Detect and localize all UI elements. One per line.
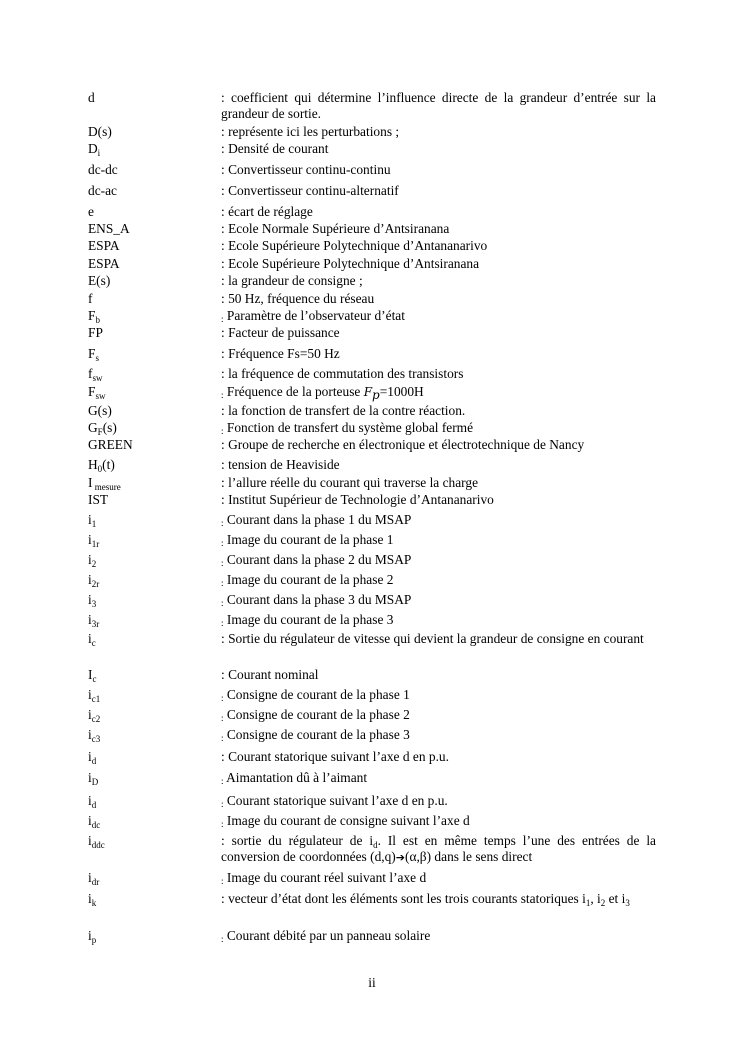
symbol-base: i xyxy=(88,592,92,607)
symbol-subscript: 2 xyxy=(91,559,97,569)
symbol: E(s) xyxy=(88,273,111,288)
symbol xyxy=(88,870,99,886)
definition-text: : sortie du régulateur de i xyxy=(221,833,374,848)
definition: : la fréquence de commutation des transistors xyxy=(221,366,464,381)
symbol-subscript: d xyxy=(91,756,97,766)
definition: : Courant dans la phase 1 du MSAP xyxy=(221,512,412,528)
definition: : Courant dans la phase 2 du MSAP xyxy=(221,552,412,568)
definition: : Groupe de recherche en électronique et électrotechnique de Nancy xyxy=(221,437,585,452)
definition: : Courant débité par un panneau solaire xyxy=(221,928,431,944)
definition: : Consigne de courant de la phase 1 xyxy=(221,687,410,703)
definition-subscript: d xyxy=(373,840,378,850)
symbol xyxy=(88,928,96,944)
symbol-subscript: 3r xyxy=(91,619,100,629)
symbol: IST xyxy=(88,492,109,507)
symbol xyxy=(88,552,96,568)
definition-text: Consigne de courant de la phase 1 xyxy=(226,687,410,702)
symbol xyxy=(88,687,100,703)
definition: : Image du courant de la phase 3 xyxy=(221,612,394,628)
symbol-subscript: 0 xyxy=(97,464,103,474)
symbol xyxy=(88,707,100,723)
symbol-subscript: sw xyxy=(92,373,103,383)
symbol-base: i xyxy=(88,612,92,627)
definition-text: Consigne de courant de la phase 2 xyxy=(226,707,410,722)
symbol-subscript: c xyxy=(91,638,96,648)
symbol-base: i xyxy=(88,749,92,764)
definition-text: : vecteur d’état dont les éléments sont les trois courants statoriques i xyxy=(221,891,586,906)
definition: : Ecole Supérieure Polytechnique d’Antsiranana xyxy=(221,256,480,271)
symbol: ESPA xyxy=(88,238,120,253)
symbol-subscript: c3 xyxy=(91,734,101,744)
definition-text: Image du courant de la phase 1 xyxy=(226,532,394,547)
definition-text-end: et i xyxy=(605,891,626,906)
definition-text: Fréquence de la porteuse xyxy=(226,384,364,399)
definition-text-end: (α,β) dans le sens direct xyxy=(404,849,533,864)
symbol xyxy=(88,384,105,400)
symbol-subscript: dc xyxy=(91,820,101,830)
symbol-base: i xyxy=(88,891,92,906)
symbol xyxy=(88,667,96,683)
definition: : Consigne de courant de la phase 3 xyxy=(221,727,410,743)
definition-text: Courant statorique suivant l’axe d en p.u. xyxy=(226,793,448,808)
symbol xyxy=(88,366,102,382)
definition-text: Courant dans la phase 2 du MSAP xyxy=(226,552,412,567)
definition: : Courant dans la phase 3 du MSAP xyxy=(221,592,412,608)
symbol xyxy=(88,457,115,473)
symbol-base: F xyxy=(88,346,96,361)
symbol: D(s) xyxy=(88,124,112,139)
symbol-base: f xyxy=(88,366,93,381)
definition: : Convertisseur continu-continu xyxy=(221,162,391,177)
math-symbol: F xyxy=(363,385,373,399)
symbol-base: i xyxy=(88,770,92,785)
symbol: ESPA xyxy=(88,256,120,271)
symbol-base: I xyxy=(88,475,93,490)
symbol: dc-ac xyxy=(88,183,117,198)
symbol-subscript: 2r xyxy=(91,579,100,589)
symbol: GREEN xyxy=(88,437,133,452)
symbol-base: F xyxy=(88,308,96,323)
symbol xyxy=(88,833,105,849)
definition-text: Image du courant de consigne suivant l’axe d xyxy=(226,813,470,828)
definition: : Image du courant de la phase 2 xyxy=(221,572,394,588)
symbol-suffix: (s) xyxy=(102,420,117,435)
symbol-subscript: b xyxy=(95,315,100,325)
symbol-base: i xyxy=(88,870,92,885)
symbol: e xyxy=(88,204,94,219)
symbol-subscript: sw xyxy=(95,391,106,401)
symbol-suffix: (t) xyxy=(102,457,115,472)
page-number: ii xyxy=(368,975,376,990)
symbol-base: i xyxy=(88,552,92,567)
symbol xyxy=(88,770,98,786)
definition: : Fonction de transfert du système global fermé xyxy=(221,420,474,436)
symbol xyxy=(88,346,99,362)
symbol xyxy=(88,572,99,588)
definition: : Fréquence Fs=50 Hz xyxy=(221,346,340,361)
definition-text: Aimantation dû à l’aimant xyxy=(226,770,368,785)
definition-text: Courant dans la phase 3 du MSAP xyxy=(226,592,412,607)
symbol xyxy=(88,512,96,528)
definition: : Fréquence de la porteuse $F_p=1000H$ xyxy=(221,384,424,402)
definition xyxy=(221,833,656,866)
definition: : Image du courant de consigne suivant l’axe d xyxy=(221,813,470,829)
symbol: ENS_A xyxy=(88,221,130,236)
definition: : Image du courant réel suivant l’axe d xyxy=(221,870,427,886)
definition: : écart de réglage xyxy=(221,204,313,219)
symbol: d xyxy=(88,90,95,105)
definition: : Densité de courant xyxy=(221,141,329,156)
definition-text: Image du courant réel suivant l’axe d xyxy=(226,870,427,885)
definition: : Paramètre de l’observateur d’état xyxy=(221,308,405,324)
symbol-subscript: 3 xyxy=(91,599,97,609)
definition-text: Courant débité par un panneau solaire xyxy=(226,928,431,943)
definition: : représente ici les perturbations ; xyxy=(221,124,400,139)
symbol-base: F xyxy=(88,384,96,399)
definition-subscript-2: 2 xyxy=(600,898,606,908)
symbol-subscript: c2 xyxy=(91,714,101,724)
definition: : la fonction de transfert de la contre réaction. xyxy=(221,403,466,418)
symbol xyxy=(88,793,96,809)
symbol-base: H xyxy=(88,457,98,472)
symbol-base: D xyxy=(88,141,98,156)
definition: : Aimantation dû à l’aimant xyxy=(221,770,368,786)
definition: : Ecole Supérieure Polytechnique d’Antananarivo xyxy=(221,238,488,253)
symbol: dc-dc xyxy=(88,162,118,177)
definition-text: Image du courant de la phase 3 xyxy=(226,612,394,627)
symbol-base: i xyxy=(88,512,92,527)
definition: : Institut Supérieur de Technologie d’Antananarivo xyxy=(221,492,494,507)
definition: : coefficient qui détermine l’influence directe de la grandeur d’entrée sur la grandeur de sortie. xyxy=(221,90,656,121)
definition-text: Paramètre de l’observateur d’état xyxy=(226,308,405,323)
symbol: f xyxy=(88,291,93,306)
definition-text-end: =1000H xyxy=(379,384,424,399)
symbol-subscript: c xyxy=(92,674,97,684)
symbol xyxy=(88,631,96,647)
symbol-base: i xyxy=(88,631,92,646)
symbol-base: i xyxy=(88,793,92,808)
symbol-base: I xyxy=(88,667,93,682)
definition: : Image du courant de la phase 1 xyxy=(221,532,394,548)
symbol-base: i xyxy=(88,687,92,702)
symbol-subscript: mesure xyxy=(92,482,121,492)
symbol xyxy=(88,420,117,436)
symbol-base: i xyxy=(88,813,92,828)
symbol-subscript: d xyxy=(91,800,97,810)
symbol-subscript: k xyxy=(91,898,97,908)
symbol: FP xyxy=(88,325,103,340)
symbol-subscript: F xyxy=(97,427,103,437)
symbol xyxy=(88,891,96,907)
definition: : Consigne de courant de la phase 2 xyxy=(221,707,410,723)
definition: : tension de Heaviside xyxy=(221,457,340,472)
symbol-subscript: 1r xyxy=(91,539,100,549)
symbol xyxy=(88,532,99,548)
definition-text-middle: , i xyxy=(590,891,601,906)
definition xyxy=(221,891,656,907)
symbol-subscript: s xyxy=(95,353,99,363)
symbol-subscript: i xyxy=(97,148,101,158)
symbol xyxy=(88,727,100,743)
definition: : Sortie du régulateur de vitesse qui devient la grandeur de consigne en courant xyxy=(221,631,644,646)
symbol-base: i xyxy=(88,572,92,587)
symbol-subscript: ddc xyxy=(91,840,105,850)
symbol-subscript: p xyxy=(91,935,97,945)
symbol xyxy=(88,749,96,765)
symbol-base: i xyxy=(88,727,92,742)
symbol xyxy=(88,612,99,628)
symbol xyxy=(88,813,100,829)
symbol-subscript: c1 xyxy=(91,694,101,704)
definition: : la grandeur de consigne ; xyxy=(221,273,363,288)
definition-text: Image du courant de la phase 2 xyxy=(226,572,394,587)
definition: : Courant statorique suivant l’axe d en p.u. xyxy=(221,749,449,764)
symbol xyxy=(88,592,96,608)
definition-subscript-3: 3 xyxy=(625,898,630,908)
symbol: G(s) xyxy=(88,403,112,418)
symbol xyxy=(88,141,100,157)
symbol xyxy=(88,475,121,491)
symbol xyxy=(88,308,100,324)
definition: : Courant nominal xyxy=(221,667,319,682)
definition-text: Fonction de transfert du système global fermé xyxy=(226,420,474,435)
definition: : Courant statorique suivant l’axe d en p.u. xyxy=(221,793,448,809)
symbol-base: i xyxy=(88,707,92,722)
definition-subscript: 1 xyxy=(585,898,591,908)
symbol-base: i xyxy=(88,532,92,547)
symbol-subscript: D xyxy=(91,777,99,787)
definition: : Facteur de puissance xyxy=(221,325,340,340)
definition: : l’allure réelle du courant qui traverse la charge xyxy=(221,475,479,490)
definition-text-middle: . Il est en même temps l’une des entrées de la conversion de coordonnées (d,q) xyxy=(221,833,657,864)
right-arrow-icon: ➔ xyxy=(395,851,405,864)
math-subscript: p xyxy=(372,388,380,402)
definition-text: Courant dans la phase 1 du MSAP xyxy=(226,512,412,527)
definition: : 50 Hz, fréquence du réseau xyxy=(221,291,375,306)
definition-text: Consigne de courant de la phase 3 xyxy=(226,727,410,742)
symbol-base: i xyxy=(88,833,92,848)
symbol-base: G xyxy=(88,420,98,435)
definition: : Ecole Normale Supérieure d’Antsiranana xyxy=(221,221,450,236)
symbol-base: i xyxy=(88,928,92,943)
definition: : Convertisseur continu-alternatif xyxy=(221,183,399,198)
symbol-subscript: 1 xyxy=(91,519,97,529)
symbol-subscript: dr xyxy=(91,877,100,887)
